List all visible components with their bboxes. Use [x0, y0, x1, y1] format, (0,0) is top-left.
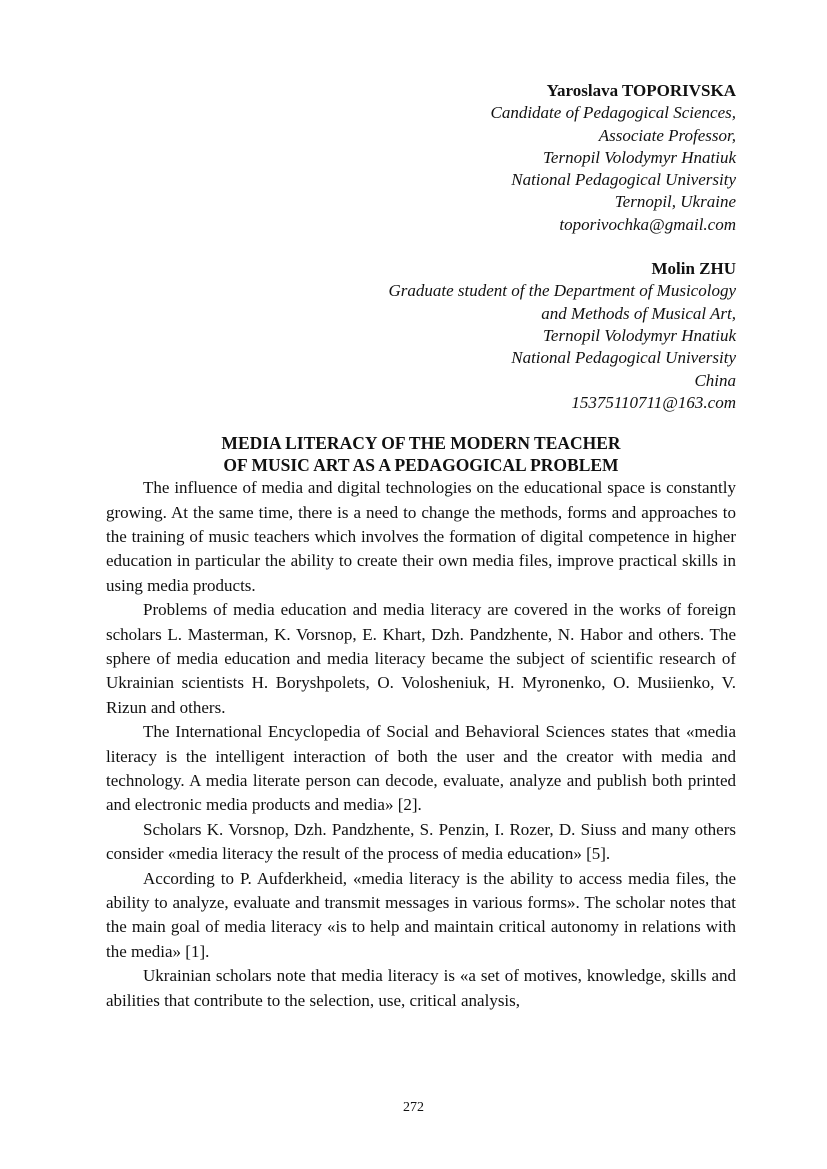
- author-block-2: [106, 258, 736, 414]
- author-name: Yaroslava TOPORIVSKA: [546, 81, 736, 100]
- author-affiliation-line: National Pedagogical University: [511, 170, 736, 190]
- body-paragraph: Ukrainian scholars note that media literacy is «a set of motives, knowledge, skills and abilities that contribute to the selection, use, critical analysis,: [106, 966, 736, 1010]
- body-paragraph: Scholars K. Vorsnop, Dzh. Pandzhente, S. Penzin, I. Rozer, D. Siuss and many others consider «media literacy the result of the process of media education» [5].: [106, 819, 736, 864]
- body-paragraph: The influence of media and digital technologies on the educational space is constantly growing. At the same time, there is a need to change the methods, forms and approaches to the training of music teachers which involves the formation of digital competence in higher education in particular the ability to create their own media files, improve practical skills in using media products.: [106, 478, 736, 595]
- author-affiliation-line: Associate Professor,: [598, 125, 736, 145]
- author-affiliation-line: Candidate of Pedagogical Sciences,: [490, 103, 736, 123]
- author-name: Molin ZHU: [651, 259, 736, 279]
- author-block-1: [106, 80, 736, 236]
- body-paragraph: According to P. Aufderkheid, «media literacy is the ability to access media files, the ability to analyze, evaluate and transmit messages in various forms». The scholar notes that the main goal of media literacy «is to help and maintain critical autonomy in relations with the media» [1].: [106, 868, 736, 961]
- author-affiliation-line: Graduate student of the Department of Musicology: [388, 281, 736, 301]
- paper-title-line-1: MEDIA LITERACY OF THE MODERN TEACHER: [221, 433, 621, 454]
- paper-body: [106, 476, 736, 1013]
- author-email: 15375110711@163.com: [571, 392, 736, 412]
- author-affiliation-line: Ternopil Volodymyr Hnatiuk: [543, 325, 736, 345]
- author-affiliation-line: Ternopil Volodymyr Hnatiuk: [543, 147, 736, 167]
- body-paragraph: The International Encyclopedia of Social and Behavioral Sciences states that «media literacy is the intelligent interaction of both the user and the creator with media and technology. A media literate person can decode, evaluate, analyze and publish both printed and electronic media products and media» [2].: [106, 722, 736, 815]
- author-affiliation-line: and Methods of Musical Art,: [541, 303, 736, 323]
- author-email: toporivochka@gmail.com: [559, 214, 736, 234]
- paper-title-line-2: OF MUSIC ART AS A PEDAGOGICAL PROBLEM: [223, 455, 619, 476]
- page-number: 272: [403, 1100, 424, 1115]
- author-location: China: [694, 370, 736, 390]
- author-affiliation-line: National Pedagogical University: [511, 348, 736, 368]
- body-paragraph: Problems of media education and media literacy are covered in the works of foreign scholars L. Masterman, K. Vorsnop, E. Khart, Dzh. Pandzhente, N. Habor and others. The sphere of media education and media literacy became the subject of scientific research of Ukrainian scientists H. Boryshpolets, O. Volosheniuk, H. Myronenko, O. Musiienko, V. Rizun and others.: [106, 600, 736, 717]
- page-content: [106, 80, 736, 1013]
- author-location: Ternopil, Ukraine: [614, 192, 736, 212]
- paper-title: [106, 432, 736, 476]
